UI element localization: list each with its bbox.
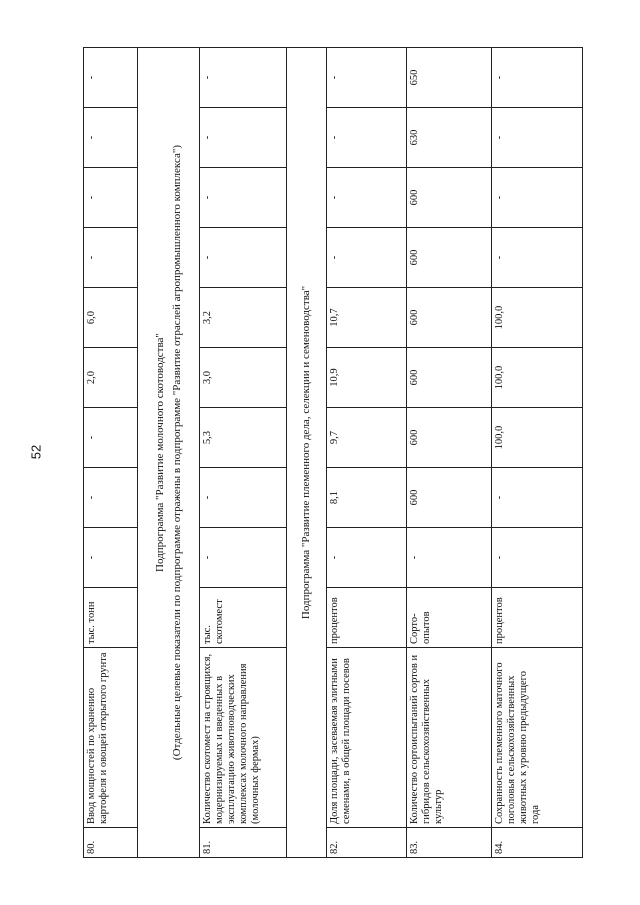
indicator-name: Количество сортоиспытаний сортов и гибридов сельскохозяйственных культур [407,648,492,828]
value-cell: - [492,108,583,168]
unit-cell: Сорто-опытов [407,588,492,648]
value-cell: - [84,408,138,468]
value-cell: - [84,468,138,528]
value-cell: - [84,228,138,288]
table-row [407,48,492,858]
unit-cell: тыс. тонн [84,588,138,648]
value-cell: 9,7 [327,408,407,468]
page-number: 52 [28,444,44,460]
indicator-name: Ввод мощностей по хранению картофеля и овощей открытого грунта [84,648,138,828]
table-row [492,48,583,858]
value-cell: - [200,108,287,168]
row-number: 84. [492,828,583,858]
value-cell: - [200,228,287,288]
unit-cell: процентов [327,588,407,648]
value-cell: - [84,528,138,588]
value-cell: 600 [407,468,492,528]
value-cell: 600 [407,348,492,408]
value-cell: 600 [407,228,492,288]
value-cell: - [84,108,138,168]
indicator-name: Количество скотомест на строящихся, модернизируемых и введенных в эксплуатацию животноводческих комплексах молочного направления (молочных фермах) [200,648,287,828]
value-cell: 600 [407,168,492,228]
value-cell: 100,0 [492,288,583,348]
value-cell: - [327,228,407,288]
value-cell: - [327,168,407,228]
value-cell: - [492,168,583,228]
value-cell: - [327,108,407,168]
value-cell: - [84,168,138,228]
value-cell: - [200,168,287,228]
row-number: 81. [200,828,287,858]
value-cell: - [327,48,407,108]
section-title [287,48,327,858]
section-subtitle-line: (Отдельные целевые показатели по подпрограмме отражены в подпрограмме "Развитие отраслей агропромышленного комплекса") [170,144,183,761]
indicator-name: Сохранность племенного маточного поголовья сельскохозяйственных животных к уровню предыдущего года [492,648,583,828]
value-cell: 600 [407,408,492,468]
table-row [200,48,287,858]
unit-cell: процентов [492,588,583,648]
section-title-line: Подпрограмма "Развитие молочного скотоводства" [153,333,166,572]
rotated-table-container [83,68,542,858]
value-cell: 3,0 [200,348,287,408]
section-title-line: Подпрограмма "Развитие племенного дела, селекции и семеноводства" [300,285,313,620]
value-cell: 650 [407,48,492,108]
value-cell: - [200,528,287,588]
indicator-table [83,47,583,858]
row-number: 82. [327,828,407,858]
value-cell: - [200,468,287,528]
value-cell: - [492,528,583,588]
value-cell: 5,3 [200,408,287,468]
value-cell: - [200,48,287,108]
section-title [138,48,200,858]
value-cell: 2,0 [84,348,138,408]
indicator-name: Доля площади, засеваемая элитными семенами, в общей площади посевов [327,648,407,828]
value-cell: - [327,528,407,588]
value-cell: 630 [407,108,492,168]
value-cell: - [84,48,138,108]
value-cell: - [492,468,583,528]
value-cell: 3,2 [200,288,287,348]
value-cell: 6,0 [84,288,138,348]
value-cell: - [492,228,583,288]
table-row [84,48,138,858]
section-header-row [287,48,327,858]
row-number: 83. [407,828,492,858]
table-row [327,48,407,858]
value-cell: 8,1 [327,468,407,528]
row-number: 80. [84,828,138,858]
section-header-row [138,48,200,858]
value-cell: 600 [407,288,492,348]
value-cell: - [492,48,583,108]
value-cell: 10,9 [327,348,407,408]
unit-cell: тыс. скотомест [200,588,287,648]
value-cell: 100,0 [492,348,583,408]
value-cell: 10,7 [327,288,407,348]
value-cell: 100,0 [492,408,583,468]
value-cell: - [407,528,492,588]
